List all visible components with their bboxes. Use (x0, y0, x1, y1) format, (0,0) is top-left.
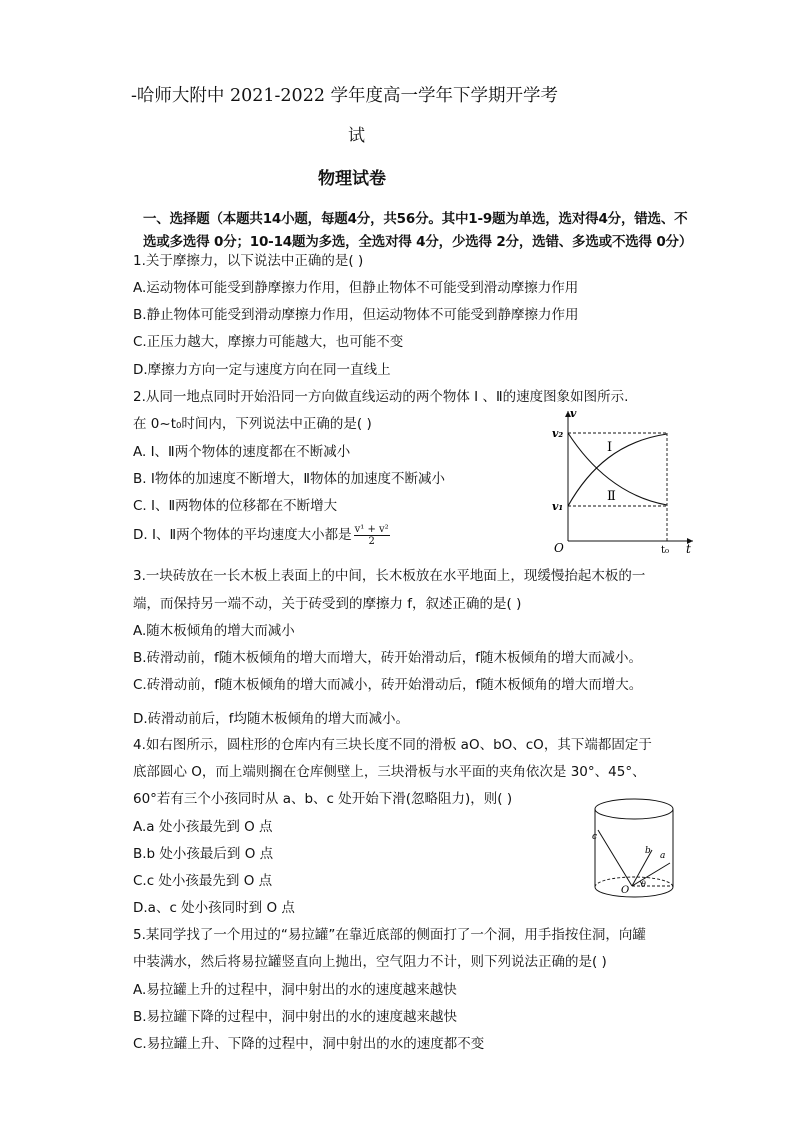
t-axis-label: t (686, 542, 691, 555)
q5-stem-line2: 中装满水，然后将易拉罐竖直向上抛出，空气阻力不计，则下列说法正确的是( ) (133, 954, 607, 970)
v2-label: v₂ (552, 427, 564, 440)
q1-option-d: D.摩擦力方向一定与速度方向在同一直线上 (133, 362, 391, 378)
v1-label: v₁ (552, 500, 564, 513)
exam-subject: 物理试卷 (318, 169, 386, 189)
v-axis-label: v (570, 407, 577, 420)
cylinder-figure (588, 795, 680, 905)
q3-option-d: D.砖滑动前后，f均随木板倾角的增大而减小。 (133, 711, 409, 727)
average-velocity-fraction (354, 524, 390, 547)
q4-option-d: D.a、c 处小孩同时到 O 点 (133, 900, 295, 916)
q1-option-b: B.静止物体可能受到滑动摩擦力作用，但运动物体不可能受到静摩擦力作用 (133, 307, 579, 323)
q4-option-b: B.b 处小孩最后到 O 点 (133, 846, 274, 862)
q3-option-b: B.砖滑动前，f随木板倾角的增大而增大，砖开始滑动后，f随木板倾角的增大而减小。 (133, 650, 643, 666)
curve-I-label: Ⅰ (607, 440, 613, 455)
origin-label: O (554, 541, 564, 555)
label-o: O (621, 885, 630, 896)
q5-stem-line1: 5.某同学找了一个用过的“易拉罐”在靠近底部的侧面打了一个洞，用手指按住洞，向罐 (133, 927, 646, 943)
section-instructions-line1: 一、选择题（本题共14小题，每题4分，共56分。其中1-9题为单选，选对得4分，错选、不 (143, 211, 688, 227)
q1-stem: 1.关于摩擦力，以下说法中正确的是( ) (133, 253, 364, 269)
q1-option-a: A.运动物体可能受到静摩擦力作用，但静止物体不可能受到滑动摩擦力作用 (133, 280, 579, 296)
section-instructions-line2: 选或多选得 0分；10-14题为多选，全选对得 4分，少选得 2分，选错、多选或不选得 0分） (143, 234, 693, 250)
q4-option-a: A.a 处小孩最先到 O 点 (133, 819, 273, 835)
q5-option-a: A.易拉罐上升的过程中，洞中射出的水的速度越来越快 (133, 982, 457, 998)
q2-option-b: B. Ⅰ物体的加速度不断增大，Ⅱ物体的加速度不断减小 (133, 471, 445, 487)
q3-option-c: C.砖滑动前，f随木板倾角的增大而减小，砖开始滑动后，f随木板倾角的增大而增大。 (133, 677, 643, 693)
q1-option-c: C.正压力越大，摩擦力可能越大，也可能不变 (133, 334, 404, 350)
label-b: b (645, 846, 651, 856)
curve-II-label: Ⅱ (607, 489, 616, 504)
q2-option-d-text: D. Ⅰ、Ⅱ两个物体的平均速度大小都是 (133, 527, 352, 543)
label-theta: θ (641, 880, 646, 889)
q3-stem-line1: 3.一块砖放在一长木板上表面上的中间，长木板放在水平地面上，现缓慢抬起木板的一 (133, 568, 646, 584)
q4-option-c: C.c 处小孩最先到 O 点 (133, 873, 273, 889)
q2-option-a: A. Ⅰ、Ⅱ两个物体的速度都在不断减小 (133, 444, 351, 460)
q4-stem-line1: 4.如右图所示，圆柱形的仓库内有三块长度不同的滑板 aO、bO、cO，其下端都固定于 (133, 737, 652, 753)
curve-II (568, 433, 667, 505)
q2-option-c: C. Ⅰ、Ⅱ两物体的位移都在不断增大 (133, 498, 338, 514)
exam-title-line2: 试 (348, 126, 365, 146)
q5-option-c: C.易拉罐上升、下降的过程中，洞中射出的水的速度都不变 (133, 1036, 485, 1052)
label-a: a (660, 851, 666, 861)
q2-option-d (133, 523, 390, 547)
q5-option-b: B.易拉罐下降的过程中，洞中射出的水的速度越来越快 (133, 1009, 458, 1025)
q4-stem-line2: 底部圆心 O，而上端则搁在仓库侧壁上，三块滑板与水平面的夹角依次是 30°、45°、 (133, 764, 646, 780)
exam-title-line1: -哈师大附中 2021-2022 学年度高一学年下学期开学考 (131, 86, 559, 106)
fraction-numerator: v¹ + v² (354, 523, 389, 535)
q3-stem-line2: 端，而保持另一端不动，关于砖受到的摩擦力 f，叙述正确的是( ) (133, 596, 522, 612)
velocity-time-graph (550, 405, 700, 555)
q3-option-a: A.随木板倾角的增大而减小 (133, 623, 295, 639)
label-c: c (592, 832, 598, 842)
t0-label: t₀ (661, 545, 670, 555)
q2-stem-line2: 在 0~t₀时间内，下列说法中正确的是( ) (133, 416, 372, 432)
q4-stem-line3: 60°若有三个小孩同时从 a、b、c 处开始下滑(忽略阻力)，则( ) (133, 791, 513, 807)
q2-stem-line1: 2.从同一地点同时开始沿同一方向做直线运动的两个物体 I 、Ⅱ的速度图象如图所示. (133, 389, 629, 405)
fraction-denominator: 2 (368, 535, 375, 547)
curve-I (568, 434, 667, 506)
